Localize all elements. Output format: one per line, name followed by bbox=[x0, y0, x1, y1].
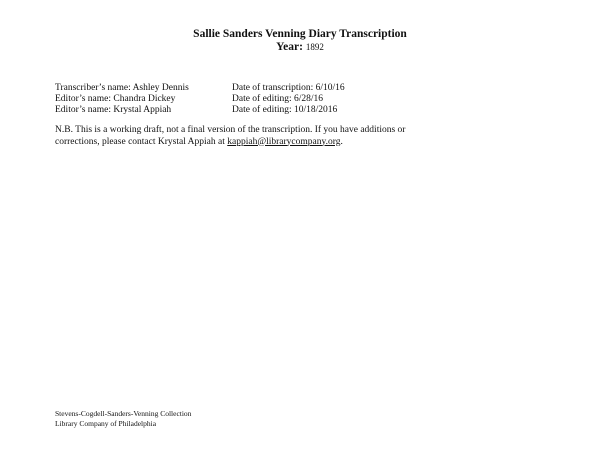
editor-name-1: Editor’s name: Chandra Dickey bbox=[55, 94, 176, 104]
transcriber-name: Transcriber’s name: Ashley Dennis bbox=[55, 83, 189, 93]
draft-note bbox=[55, 125, 555, 148]
footer bbox=[55, 409, 191, 428]
credit-row-editor-2 bbox=[55, 105, 555, 116]
year-line bbox=[0, 41, 600, 54]
contact-email-link[interactable]: kappiah@librarycompany.org bbox=[227, 136, 341, 147]
title-block bbox=[0, 27, 600, 54]
document-title: Sallie Sanders Venning Diary Transcription bbox=[193, 28, 407, 40]
editor-name-2: Editor’s name: Krystal Appiah bbox=[55, 105, 172, 115]
transcription-date: Date of transcription: 6/10/16 bbox=[232, 83, 345, 93]
library-name: Library Company of Philadelphia bbox=[55, 418, 157, 428]
editing-date-2: Date of editing: 10/18/2016 bbox=[232, 105, 338, 115]
year-value: 1892 bbox=[305, 42, 324, 52]
credits-block bbox=[55, 83, 555, 116]
collection-name: Stevens-Cogdell-Sanders-Venning Collection bbox=[55, 409, 192, 418]
year-label: Year: bbox=[276, 41, 303, 53]
credit-row-transcriber bbox=[55, 83, 555, 94]
note-line-1: N.B. This is a working draft, not a final version of the transcription. If you have additions or bbox=[55, 125, 406, 135]
note-end: . bbox=[340, 136, 343, 147]
note-line-2: corrections, please contact Krystal Appiah at bbox=[55, 136, 228, 147]
credit-row-editor-1 bbox=[55, 94, 555, 105]
editing-date-1: Date of editing: 6/28/16 bbox=[232, 94, 324, 104]
